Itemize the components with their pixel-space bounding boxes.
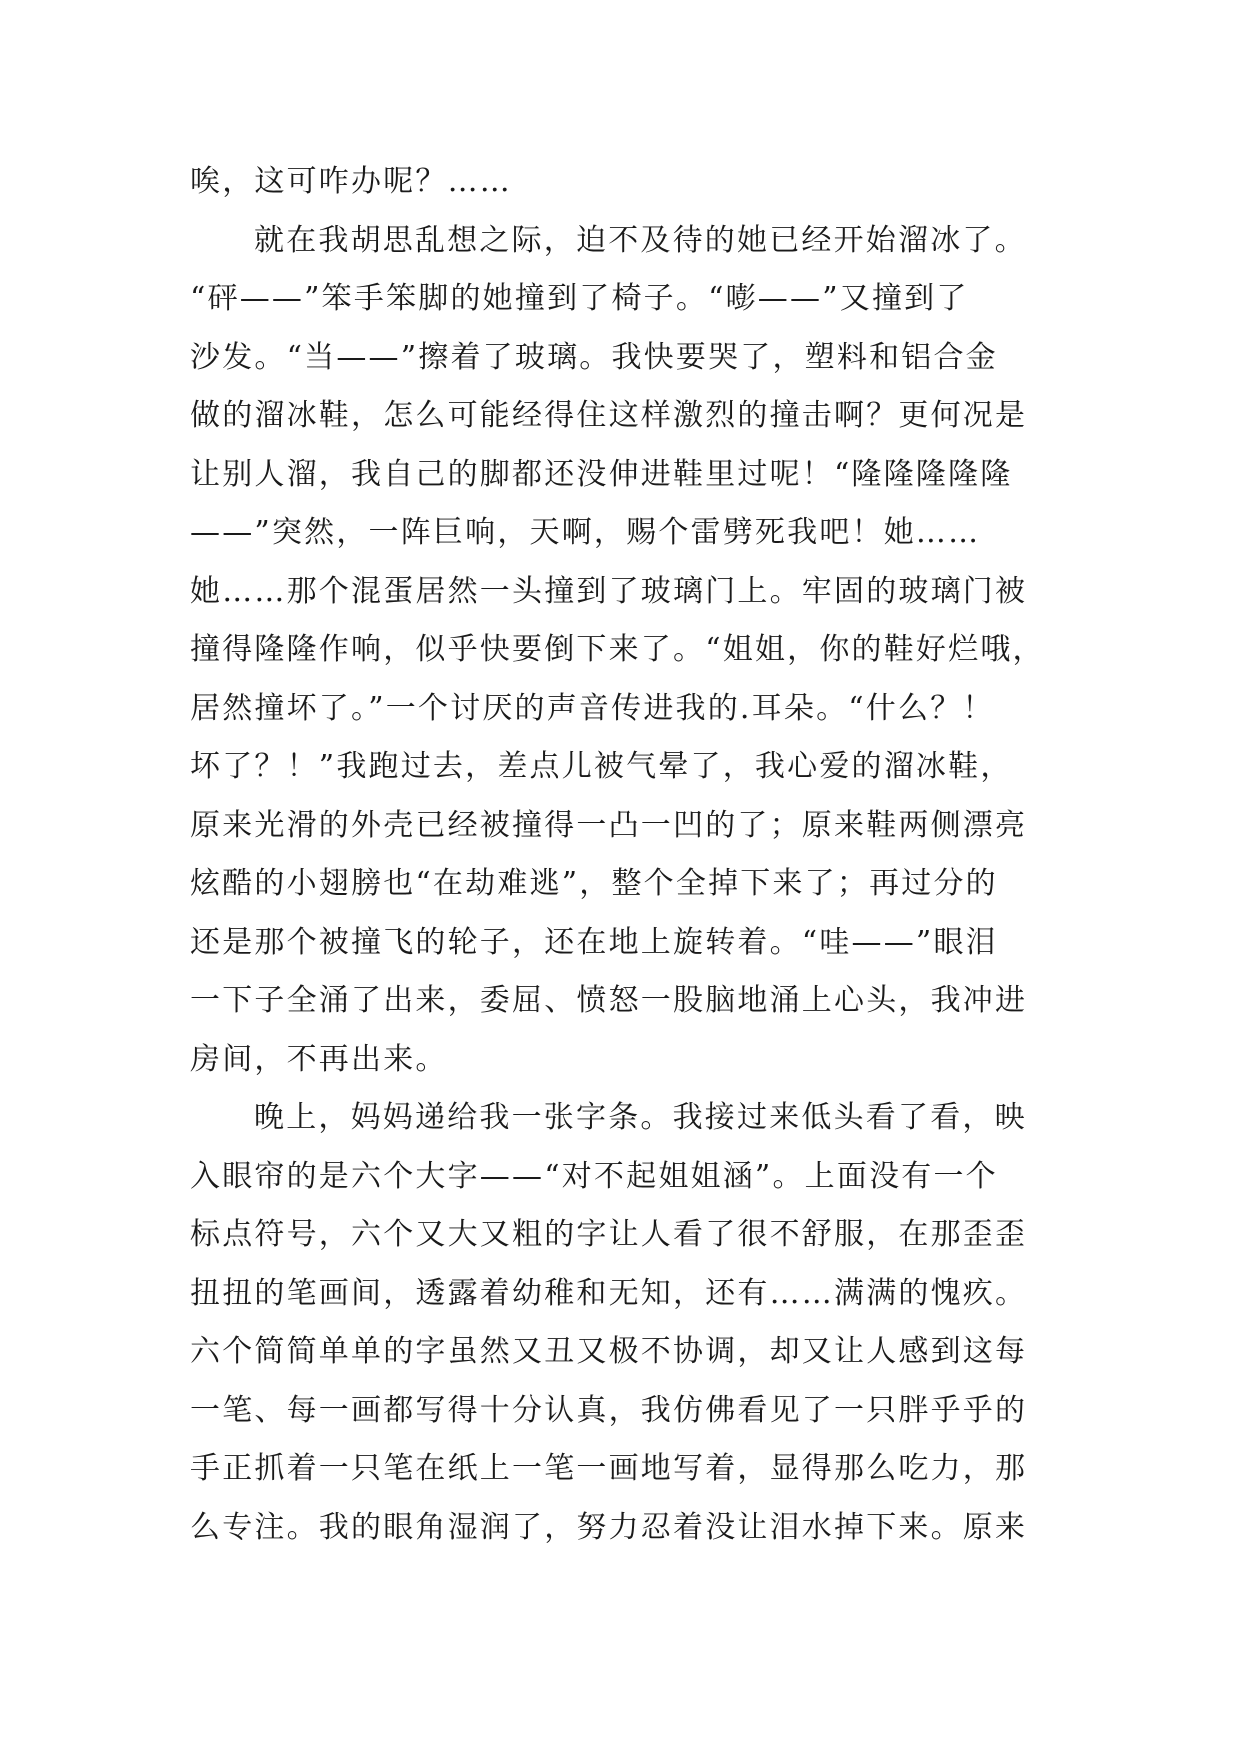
text-line: 原来光滑的外壳已经被撞得一凸一凹的了；原来鞋两侧漂亮 (190, 807, 1028, 843)
text-line: 入眼帘的是六个大字——“对不起姐姐涵”。上面没有一个 (190, 1158, 998, 1194)
text-line: 就在我胡思乱想之际，迫不及待的她已经开始溜冰了。 (254, 222, 1027, 258)
text-line: 一下子全涌了出来，委屈、愤怒一股脑地涌上心头，我冲进 (190, 983, 1028, 1018)
text-line: 炫酷的小翅膀也“在劫难逃”，整个全掉下来了；再过分的 (190, 866, 998, 901)
text-line: ——”突然，一阵巨响，天啊，赐个雷劈死我吧！她…… (190, 515, 981, 550)
text-line: 么专注。我的眼角湿润了，努力忍着没让泪水掉下来。原来 (190, 1509, 1028, 1545)
text-line: 标点符号，六个又大又粗的字让人看了很不舒服，在那歪歪 (190, 1217, 1028, 1252)
text-line: 晚上，妈妈递给我一张字条。我接过来低头看了看，映 (254, 1100, 1027, 1135)
text-line: 手正抓着一只笔在纸上一笔一画地写着，显得那么吃力，那 (190, 1451, 1028, 1486)
text-line: 做的溜冰鞋，怎么可能经得住这样激烈的撞击啊？更何况是 (190, 398, 1028, 433)
text-line: 撞得隆隆作响，似乎快要倒下来了。“姐姐，你的鞋好烂哦， (190, 632, 1045, 667)
text-line: 坏了？！”我跑过去，差点儿被气晕了，我心爱的溜冰鞋， (190, 749, 1013, 784)
text-line: 让别人溜，我自己的脚都还没伸进鞋里过呢！“隆隆隆隆隆 (190, 456, 1013, 492)
text-line: 扭扭的笔画间，透露着幼稚和无知，还有……满满的愧疚。 (190, 1275, 1028, 1311)
text-line: “砰——”笨手笨脚的她撞到了椅子。“嘭——”又撞到了 (190, 281, 969, 316)
text-line: 她……那个混蛋居然一头撞到了玻璃门上。牢固的玻璃门被 (190, 573, 1028, 609)
body-text (190, 153, 1070, 1557)
text-line: 唉，这可咋办呢？…… (190, 164, 512, 199)
text-line: 居然撞坏了。”一个讨厌的声音传进我的.耳朵。“什么？！ (190, 690, 995, 726)
text-line: 房间，不再出来。 (190, 1041, 448, 1077)
text-line: 六个简简单单的字虽然又丑又极不协调，却又让人感到这每 (190, 1334, 1028, 1369)
text-line: 还是那个被撞飞的轮子，还在地上旋转着。“哇——”眼泪 (190, 924, 998, 960)
text-line: 一笔、每一画都写得十分认真，我仿佛看见了一只胖乎乎的 (190, 1392, 1028, 1428)
text-line: 沙发。“当——”擦着了玻璃。我快要哭了，塑料和铝合金 (190, 339, 998, 375)
